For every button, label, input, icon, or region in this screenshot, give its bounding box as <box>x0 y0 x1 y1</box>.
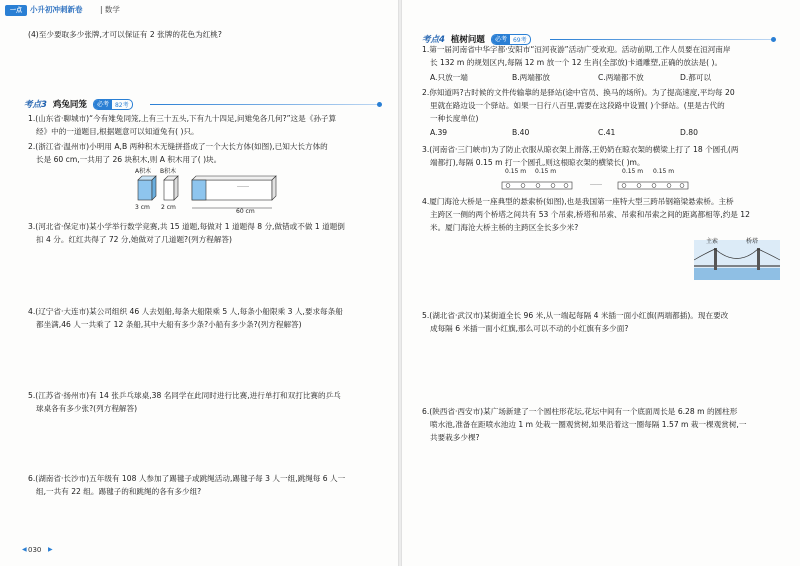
question-6-line-1: 6.(湖南省·长沙市)五年级有 108 人参加了踢毽子或跳绳活动,踢毽子每 3 人一组,跳绳每 6 人一 <box>28 474 346 483</box>
question-3-line-2: 扣 4 分。红红共得了 72 分,她做对了几道题?(列方程解答) <box>36 235 232 244</box>
page-arrow-right-icon: ▶ <box>48 546 53 553</box>
r-q2-option-c: C.41 <box>598 128 616 137</box>
rack-hole-7 <box>637 184 641 188</box>
bridge-svg <box>694 240 780 280</box>
label-dots: …… <box>237 182 249 189</box>
bridge-main-cable <box>694 249 780 260</box>
section4-dot <box>771 37 776 42</box>
question-5-line-1: 5.(江苏省·扬州市)有 14 张乒乓球桌,38 名同学在此同时进行比赛,进行单打和双打比赛的乒乓 <box>28 391 341 400</box>
r-question-2-line-3: 一种长度单位) <box>430 114 479 123</box>
section3-header <box>24 96 133 112</box>
r-question-1-line-2: 长 132 m 的规划区内,每隔 12 m 放一个 12 生肖(全部放)卡通雕塑,正确的放法是( )。 <box>430 58 723 67</box>
r-q1-option-b: B.两端都放 <box>512 73 550 82</box>
question-6-line-2: 组,一共有 22 组。踢毽子的和跳绳的各有多少组? <box>36 487 202 496</box>
big-cuboid-top <box>192 176 276 180</box>
r-question-4-line-3: 米。厦门海沧大桥主桥的主跨区全长多少米? <box>430 223 579 232</box>
section4-badge-a: 必考 <box>492 35 510 44</box>
r-question-1-line-1: 1.第一届河南省中华字都·安阳市“洹河夜游”活动广受欢迎。活动前期,工作人员要在洹河南岸 <box>422 45 731 54</box>
r-q2-option-d: D.80 <box>680 128 698 137</box>
label-a-block: A积木 <box>135 168 152 175</box>
page-number: 030 <box>28 546 42 554</box>
r-q2-option-a: A.39 <box>430 128 448 137</box>
label-a-width: 3 cm <box>135 204 150 211</box>
r-question-2-line-1: 2.你知道吗?古时候的文件传输靠的是驿站(途中官员、换马的场所)。为了提高速度,平均每 20 <box>422 88 735 97</box>
big-cuboid-side <box>272 176 276 200</box>
rack-seg-4: 0.15 m <box>653 168 675 175</box>
label-total-length: 60 cm <box>236 208 255 215</box>
header-tag: 一点 <box>5 5 27 16</box>
bridge-label-cable: 主索 <box>706 238 719 245</box>
rack-seg-2: 0.15 m <box>535 168 557 175</box>
r-question-4-line-1: 4.厦门海沧大桥是一座典型的悬索桥(如图),也是我国第一座特大型三跨吊钢箱梁悬索桥。主桥 <box>422 197 734 206</box>
block-b-sample <box>164 180 174 200</box>
rack-dots: …… <box>590 180 602 187</box>
block-b-side <box>174 176 178 200</box>
block-a-side <box>152 176 156 200</box>
block-a-sample <box>138 180 152 200</box>
bridge-figure <box>694 240 780 280</box>
rack-hole-2 <box>521 184 525 188</box>
page-arrow-left-icon: ◀ <box>22 546 27 553</box>
r-question-5-line-2: 成每隔 6 米插一面小红旗,那么可以不动的小红旗有多少面? <box>430 324 629 333</box>
r-question-3-line-1: 3.(河南省·三门峡市)为了防止衣服从晾衣架上滑落,王奶奶在晾衣架的横梁上打了 18 个圆孔(两 <box>422 145 739 154</box>
r-question-6-line-2: 喷水池,准备在距喷水池边 1 m 处栽一圈观赏树,如果沿着这一圈每隔 1.57 m 栽一棵观赏树,一 <box>430 420 747 429</box>
section4-title: 植树问题 <box>450 35 485 45</box>
rack-hole-3 <box>536 184 540 188</box>
r-q2-option-b: B.40 <box>512 128 530 137</box>
section3-badge <box>93 99 133 110</box>
section4-badge-b: 69考 <box>512 36 527 44</box>
question-4-line-1: 4.(辽宁省·大连市)某公司组织 46 人去划船,每条大船限乘 5 人,每条小船限乘 3 人,要求每条船 <box>28 307 343 316</box>
r-question-3-line-2: 端都打),每隔 0.15 m 打一个圆孔,则这根晾衣架的横梁长( )m。 <box>430 158 645 167</box>
question-3-line-1: 3.(河北省·保定市)某小学举行数学竞赛,共 15 道题,每做对 1 道题得 8 分,做错或不做 1 道题倒 <box>28 222 345 231</box>
section3-badge-b: 82考 <box>114 101 129 109</box>
rack-hole-10 <box>680 184 684 188</box>
rack-hole-8 <box>652 184 656 188</box>
section3-dot <box>377 102 382 107</box>
question-5-line-2: 球桌各有多少张?(列方程解答) <box>36 404 138 413</box>
r-question-6-line-3: 共要栽多少棵? <box>430 433 480 442</box>
question-2-line-1: 2.(浙江省·温州市)小明用 A,B 两种积木无缝拼搭成了一个大长方体(如图),已知大长方体的 <box>28 142 328 151</box>
r-q1-option-d: D.都可以 <box>680 73 712 82</box>
q4-continuation: (4)至少要取多少张牌,才可以保证有 2 张牌的花色为红桃? <box>28 30 222 39</box>
r-question-5-line-1: 5.(湖北省·武汉市)某街道全长 96 米,从一端起每隔 4 米插一面小红旗(两端都插)。现在要改 <box>422 311 729 320</box>
rack-seg-1: 0.15 m <box>505 168 527 175</box>
question-4-line-2: 都坐满,46 人一共乘了 12 条船,其中大船有多少条?小船有多少条?(列方程解答) <box>36 320 302 329</box>
section3-line <box>150 104 378 105</box>
section3-badge-a: 必考 <box>94 100 112 109</box>
r-question-6-line-1: 6.(陕西省·西安市)某广场新建了一个圆柱形花坛,花坛中间有一个底面周长是 6.28 m 的圆柱形 <box>422 407 738 416</box>
header-book-title: 小升初冲刺新卷 <box>30 5 83 14</box>
question-1-line-2: 经》中的一道题目,根据题意可以知道兔有( )只。 <box>36 127 199 136</box>
bridge-tower-left <box>714 248 717 270</box>
question-1-line-1: 1.(山东省·聊城市)“今有雉兔同笼,上有三十五头,下有九十四足,问雉兔各几何?”这是《孙子算 <box>28 114 337 123</box>
r-q1-option-a: A.只放一端 <box>430 73 468 82</box>
section3-num: 考点3 <box>24 100 47 110</box>
blocks-figure <box>130 168 280 218</box>
rack-seg-3: 0.15 m <box>622 168 644 175</box>
header-subject: | 数学 <box>100 5 120 14</box>
bridge-tower-right <box>757 248 760 270</box>
bridge-label-tower: 桥塔 <box>746 238 759 245</box>
r-question-2-line-2: 里就在路边设一个驿站。如果一日行八百里,需要在这段路中设置( )个驿站。(里是古代的 <box>430 101 725 110</box>
big-cuboid-a-part <box>192 180 206 200</box>
header-subject-text: 数学 <box>104 5 120 14</box>
blocks-svg <box>130 168 280 218</box>
section4-badge <box>491 34 531 45</box>
question-2-line-2: 长是 60 cm,一共用了 26 块积木,则 A 积木用了( )块。 <box>36 155 222 164</box>
rack-hole-5 <box>564 184 568 188</box>
rack-hole-9 <box>667 184 671 188</box>
label-b-width: 2 cm <box>161 204 176 211</box>
label-b-block: B积木 <box>160 168 177 175</box>
rack-hole-1 <box>506 184 510 188</box>
section3-title: 鸡兔同笼 <box>52 100 87 110</box>
r-question-4-line-2: 主跨区一侧的两个桥塔之间共有 53 个吊索,桥塔和吊索、吊索和吊索之间的距离都相等,约是 12 <box>430 210 750 219</box>
bridge-water <box>694 268 780 280</box>
section4-num: 考点4 <box>422 35 445 45</box>
rack-hole-4 <box>551 184 555 188</box>
rack-hole-6 <box>622 184 626 188</box>
section4-line <box>550 39 772 40</box>
r-q1-option-c: C.两端都不放 <box>598 73 644 82</box>
right-page <box>402 0 800 566</box>
